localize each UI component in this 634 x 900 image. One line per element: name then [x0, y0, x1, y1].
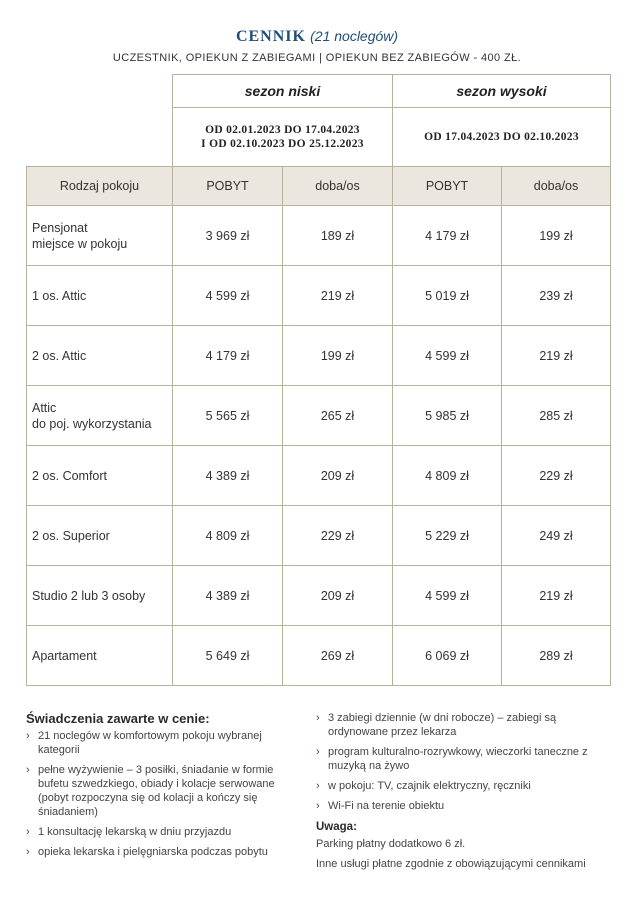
high-season-stay-price: 5 019 zł: [393, 266, 502, 326]
room-type-line: miejsce w pokoju: [32, 236, 128, 251]
high-season-per-night-price: 229 zł: [502, 446, 611, 506]
list-item-text: 1 konsultację lekarską w dniu przyjazdu: [38, 826, 232, 838]
table-row: [27, 506, 611, 566]
list-item: [316, 779, 616, 793]
low-season-stay-price: 3 969 zł: [173, 206, 283, 266]
room-type-cell: [27, 386, 173, 446]
list-item-text: pełne wyżywienie – 3 posiłki, śniadanie w formie bufetu szwedzkiego, obiady i kolacje serwowane (pobyt rozpoczyna się od kolacji a kończy się śniadaniem): [38, 764, 275, 818]
note-title: Uwaga:: [316, 821, 357, 833]
table-row: [27, 626, 611, 686]
list-item: [26, 845, 306, 859]
room-type-line: Pensjonat: [32, 220, 88, 235]
low-season-stay-price: 4 809 zł: [173, 506, 283, 566]
season-low-name: sezon niski: [173, 75, 393, 108]
low-season-stay-price: 4 389 zł: [173, 446, 283, 506]
room-type-line: Attic: [32, 400, 57, 415]
room-type-line: 2 os. Comfort: [32, 468, 108, 483]
low-season-per-night-price: 209 zł: [283, 566, 393, 626]
room-type-line: Apartament: [32, 648, 97, 663]
page-subtitle: UCZESTNIK, OPIEKUN Z ZABIEGAMI | OPIEKUN BEZ ZABIEGÓW - 400 ZŁ.: [112, 52, 522, 64]
included-services-list-left: [26, 729, 306, 859]
list-item: [26, 763, 306, 819]
high-season-stay-price: 6 069 zł: [393, 626, 502, 686]
column-header-low-night: doba/os: [283, 167, 393, 206]
price-table-body: [27, 206, 611, 686]
season-low-date-line: I OD 02.10.2023 DO 25.12.2023: [201, 138, 364, 150]
low-season-stay-price: 5 565 zł: [173, 386, 283, 446]
list-item-text: program kulturalno-rozrywkowy, wieczorki taneczne z muzyką na żywo: [328, 746, 588, 772]
low-season-per-night-price: 269 zł: [283, 626, 393, 686]
note-line: Inne usługi płatne zgodnie z obowiązującymi cennikami: [316, 858, 586, 870]
high-season-stay-price: 4 599 zł: [393, 566, 502, 626]
table-row: [27, 326, 611, 386]
season-high-dates: [393, 108, 611, 167]
column-header-low-stay: POBYT: [173, 167, 283, 206]
list-item-text: w pokoju: TV, czajnik elektryczny, ręczniki: [328, 780, 531, 792]
title-note: (21 noclegów): [310, 28, 399, 44]
list-item: [26, 825, 306, 839]
included-services-title: Świadczenia zawarte w cenie:: [26, 711, 210, 726]
low-season-stay-price: 5 649 zł: [173, 626, 283, 686]
low-season-per-night-price: 189 zł: [283, 206, 393, 266]
included-services-right: [316, 711, 616, 877]
high-season-per-night-price: 249 zł: [502, 506, 611, 566]
room-type-line: 1 os. Attic: [32, 288, 87, 303]
low-season-per-night-price: 219 zł: [283, 266, 393, 326]
chevron-right-icon: ›: [26, 846, 30, 858]
page-title: CENNIK: [235, 28, 306, 45]
table-row: [27, 566, 611, 626]
season-high-date-line: OD 17.04.2023 DO 02.10.2023: [424, 131, 579, 143]
included-services-list-right: [316, 711, 616, 813]
season-high-name: sezon wysoki: [393, 75, 611, 108]
list-item-text: Wi-Fi na terenie obiektu: [328, 800, 445, 812]
chevron-right-icon: ›: [316, 746, 320, 758]
room-type-line: 2 os. Attic: [32, 348, 87, 363]
high-season-stay-price: 5 229 zł: [393, 506, 502, 566]
low-season-stay-price: 4 599 zł: [173, 266, 283, 326]
high-season-stay-price: 4 809 zł: [393, 446, 502, 506]
column-header-high-stay: POBYT: [393, 167, 502, 206]
low-season-stay-price: 4 389 zł: [173, 566, 283, 626]
room-type-cell: [27, 626, 173, 686]
price-list-header: [0, 26, 634, 64]
season-low-dates: [173, 108, 393, 167]
column-header-high-night: doba/os: [502, 167, 611, 206]
room-type-line: do poj. wykorzystania: [32, 416, 152, 431]
included-services-left: [26, 711, 306, 865]
list-item-text: 21 noclegów w komfortowym pokoju wybranej kategorii: [38, 730, 262, 756]
high-season-stay-price: 5 985 zł: [393, 386, 502, 446]
room-type-cell: [27, 566, 173, 626]
table-row: [27, 206, 611, 266]
room-type-line: Studio 2 lub 3 osoby: [32, 588, 146, 603]
room-type-line: 2 os. Superior: [32, 528, 110, 543]
table-row: [27, 266, 611, 326]
low-season-per-night-price: 265 zł: [283, 386, 393, 446]
title-line: [0, 26, 634, 47]
chevron-right-icon: ›: [316, 780, 320, 792]
price-table: [26, 74, 611, 686]
chevron-right-icon: ›: [26, 764, 30, 776]
low-season-per-night-price: 199 zł: [283, 326, 393, 386]
low-season-per-night-price: 209 zł: [283, 446, 393, 506]
high-season-per-night-price: 219 zł: [502, 326, 611, 386]
room-type-cell: [27, 506, 173, 566]
chevron-right-icon: ›: [316, 712, 320, 724]
note-line: Parking płatny dodatkowo 6 zł.: [316, 838, 466, 850]
table-row: [27, 386, 611, 446]
chevron-right-icon: ›: [316, 800, 320, 812]
high-season-per-night-price: 285 zł: [502, 386, 611, 446]
room-type-cell: [27, 206, 173, 266]
low-season-per-night-price: 229 zł: [283, 506, 393, 566]
room-type-cell: [27, 266, 173, 326]
column-header-room: Rodzaj pokoju: [27, 167, 173, 206]
room-type-cell: [27, 326, 173, 386]
column-header-row: [27, 167, 611, 206]
high-season-per-night-price: 289 zł: [502, 626, 611, 686]
list-item-text: 3 zabiegi dziennie (w dni robocze) – zabiegi są ordynowane przez lekarza: [328, 712, 557, 738]
high-season-per-night-price: 199 zł: [502, 206, 611, 266]
low-season-stay-price: 4 179 zł: [173, 326, 283, 386]
room-type-cell: [27, 446, 173, 506]
high-season-stay-price: 4 179 zł: [393, 206, 502, 266]
chevron-right-icon: ›: [26, 826, 30, 838]
list-item: [316, 745, 616, 773]
high-season-per-night-price: 219 zł: [502, 566, 611, 626]
list-item: [26, 729, 306, 757]
empty-corner: [27, 75, 173, 167]
list-item-text: opieka lekarska i pielęgniarska podczas pobytu: [38, 846, 268, 858]
season-low-date-line: OD 02.01.2023 DO 17.04.2023: [205, 124, 360, 136]
high-season-per-night-price: 239 zł: [502, 266, 611, 326]
chevron-right-icon: ›: [26, 730, 30, 742]
table-row: [27, 446, 611, 506]
high-season-stay-price: 4 599 zł: [393, 326, 502, 386]
list-item: [316, 711, 616, 739]
list-item: [316, 799, 616, 813]
